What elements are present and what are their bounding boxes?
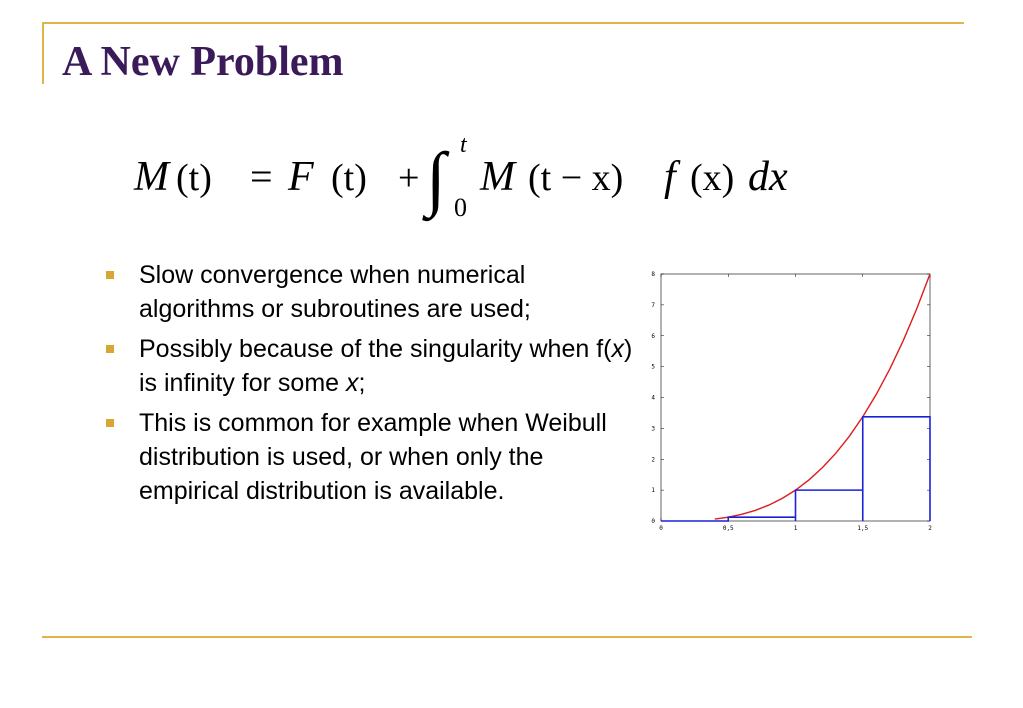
cdf-curve-series [715,274,930,519]
text-segment: Possibly because of the singularity when f( [139,335,612,363]
text-segment: ; [358,369,366,397]
text-segment: ) is infinity for some [139,335,633,397]
bottom-rule [42,636,972,638]
italic-variable: x [611,335,624,363]
bullet-marker [106,419,114,427]
y-tick-label: 2 [651,456,655,464]
integral-sign: ∫ [426,138,446,218]
formula-integrand-arg: (t − x) [528,157,624,199]
x-tick-label: 2 [928,525,932,532]
text-segment: Slow convergence when numerical algorithms or subroutines are used; [139,261,531,323]
approximation-chart [648,268,940,536]
y-tick-label: 7 [651,301,655,309]
formula-upper-limit: t [460,132,467,158]
italic-variable: x [346,369,359,397]
formula-f-cdf: F [288,154,314,200]
formula-integrand-m: M [480,154,515,200]
renewal-equation [128,130,828,230]
y-tick-label: 3 [651,425,655,433]
x-tick-label: 1 [793,525,798,532]
left-rule [42,22,44,84]
bullet-text [139,261,531,323]
y-tick-label: 0 [651,518,655,525]
y-tick-label: 5 [651,363,655,371]
step-approximation-series [661,417,930,521]
formula-m: M [134,154,169,200]
text-segment: This is common for example when Weibull distribution is used, or when only the empirical distribution is available. [139,409,607,505]
x-tick-label: 0 [659,525,663,532]
formula-equals: = [250,154,273,199]
formula-density: f [664,154,676,200]
formula-arg-cdf: (t) [331,157,367,199]
formula-lower-limit: 0 [454,193,467,222]
formula-density-arg: (x) [690,157,735,199]
x-tick-label: 1,5 [857,525,869,532]
y-tick-label: 6 [651,332,655,340]
plot-frame [661,274,930,521]
x-tick-label: 0,5 [722,525,734,532]
bullet-marker [106,271,114,279]
y-tick-label: 4 [651,394,655,402]
y-tick-label: 8 [651,271,655,278]
bullet-text [139,409,607,505]
bullet-text [139,335,632,397]
bullet-item [106,332,646,400]
slide-title: A New Problem [62,39,344,85]
bullet-marker [106,345,114,353]
bullet-list [106,258,646,514]
top-rule [42,22,964,24]
bullet-item [106,258,646,326]
formula-differential: dx [748,154,788,200]
y-tick-label: 1 [651,487,655,495]
formula-plus: + [398,157,420,199]
bullet-item [106,406,646,508]
formula-arg-t: (t) [176,157,212,199]
